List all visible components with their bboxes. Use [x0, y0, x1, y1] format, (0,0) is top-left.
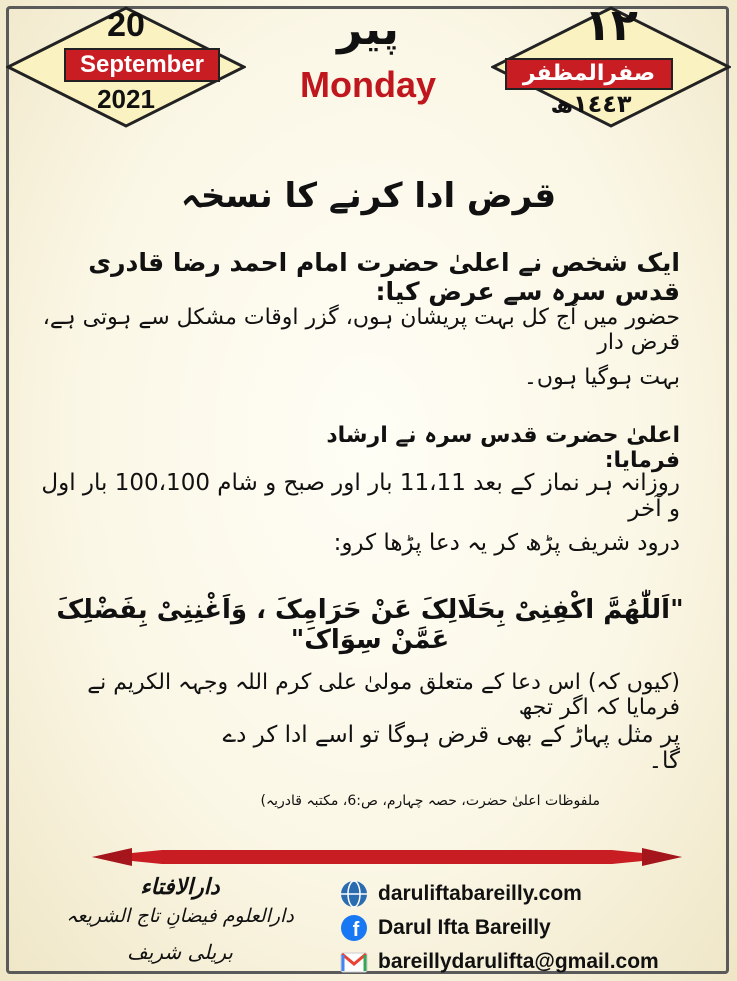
org-name: دارالافتاء — [140, 875, 220, 900]
intro-line-3: بہت ہوگیا ہوں۔ — [524, 365, 680, 390]
email-row[interactable] — [340, 948, 659, 976]
facebook-link[interactable]: Darul Ifta Bareilly — [378, 916, 551, 939]
facebook-row[interactable] — [340, 914, 551, 942]
gregorian-day: 20 — [107, 6, 145, 44]
email-link[interactable]: bareillydarulifta@gmail.com — [378, 950, 659, 973]
reply-line-2: درود شریف پڑھ کر یہ دعا پڑھا کرو: — [333, 530, 680, 556]
svg-text:f: f — [352, 919, 360, 941]
hijri-day: ١٢ — [584, 0, 638, 51]
gmail-icon — [340, 948, 368, 976]
reply-line-1: روزانہ ہر نماز کے بعد 11،11 بار اور صبح و شام 100،100 بار اول و آخر — [41, 470, 680, 522]
divider-arrow — [92, 848, 682, 866]
intro-line-1: ایک شخص نے اعلیٰ حضرت امام احمد رضا قادری قدس سرہ سے عرض کیا: — [88, 248, 680, 306]
note-line-2: پر مثل پہاڑ کے بھی قرض ہوگا تو اسے ادا کر دے گا۔ — [222, 722, 680, 774]
hijri-year: ١٤٤٣ھ — [550, 90, 632, 118]
facebook-icon — [340, 914, 368, 942]
globe-icon — [340, 880, 368, 908]
gregorian-date-badge — [6, 6, 246, 128]
gregorian-month: September — [64, 48, 220, 82]
org-location: بریلی شریف — [127, 940, 233, 964]
website-link[interactable]: daruliftabareilly.com — [378, 882, 582, 905]
hijri-date-badge — [491, 0, 731, 128]
org-institute: دارالعلوم فیضانِ تاج الشریعہ — [66, 905, 294, 927]
hijri-month: صفرالمظفر — [505, 58, 673, 90]
page-title: قرض ادا کرنے کا نسخہ — [180, 176, 557, 216]
intro-line-2: حضور میں آج کل بہت پریشان ہوں، گزر اوقات مشکل سے ہوتی ہے، قرض دار — [42, 305, 680, 355]
website-row[interactable] — [340, 880, 582, 908]
gregorian-year: 2021 — [97, 84, 155, 114]
reference-citation: ملفوظات اعلیٰ حضرت، حصہ چہارم، ص:6، مکتبہ قادریہ) — [260, 793, 600, 809]
day-name-urdu: پیر — [337, 4, 399, 55]
reply-heading: اعلیٰ حضرت قدس سرہ نے ارشاد فرمایا: — [326, 423, 680, 473]
day-name-english: Monday — [299, 64, 436, 105]
dua-text: "اَللّٰھُمَّ اکْفِنِیْ بِحَلَالِکَ عَنْ حَرَامِکَ ، وَاَغْنِنِیْ بِفَضْلِکَ عَمَّنْ سِوَاکَ" — [56, 595, 684, 655]
note-line-1: (کیوں کہ) اس دعا کے متعلق مولیٰ علی کرم اللہ وجہہ الکریم نے فرمایا کہ اگر تجھ — [87, 670, 680, 720]
